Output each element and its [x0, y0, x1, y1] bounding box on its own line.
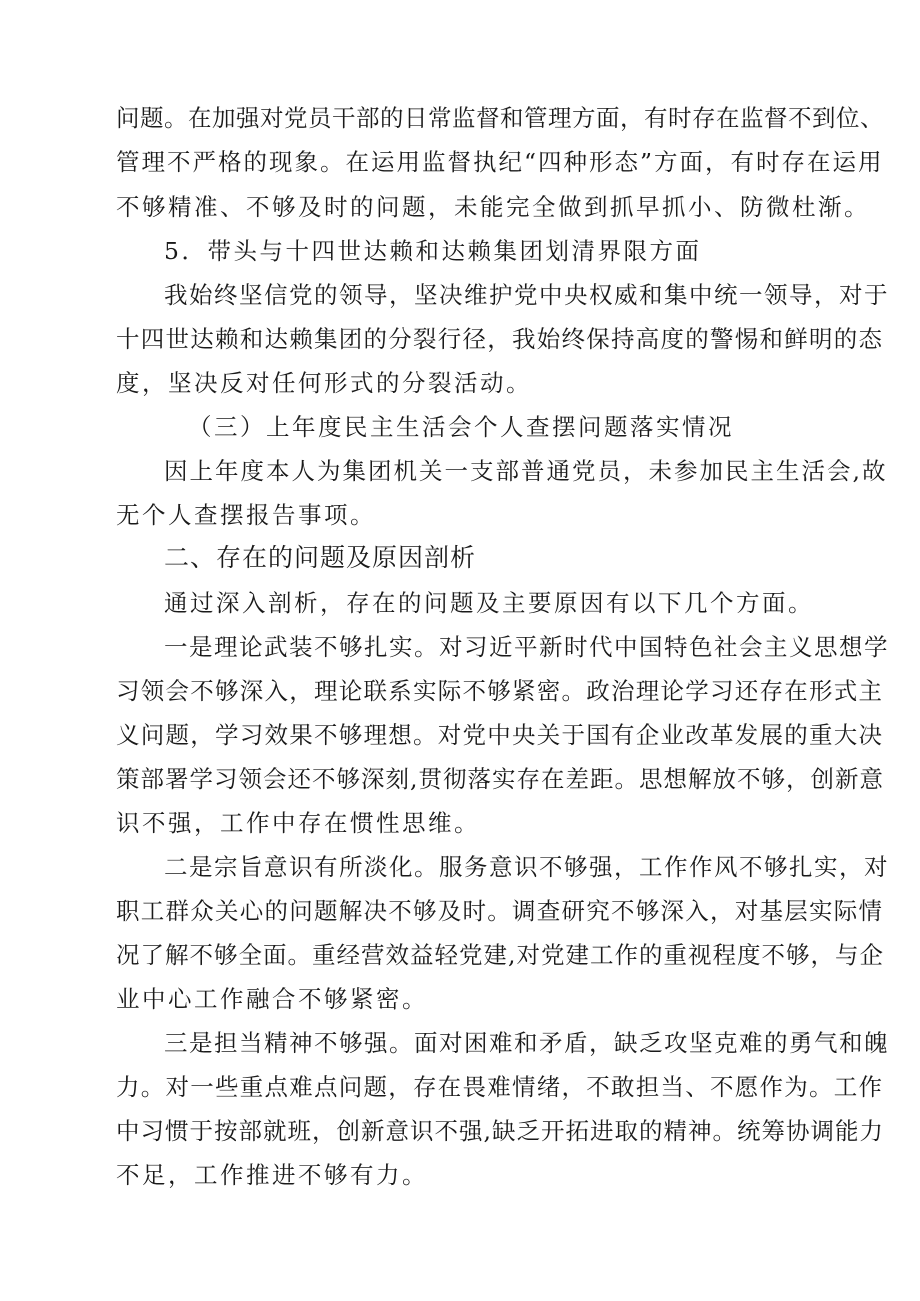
paragraph-line: 中习惯于按部就班，创新意识不强,缺乏开拓进取的精神。统筹协调能力	[116, 1117, 884, 1145]
paragraph-line: 况了解不够全面。重经营效益轻党建,对党建工作的重视程度不够，与企	[116, 941, 884, 969]
paragraph-line: 通过深入剖析，存在的问题及主要原因有以下几个方面。	[164, 589, 814, 617]
paragraph-line: 度，坚决反对任何形式的分裂活动。	[116, 369, 532, 397]
section-subheading: （三）上年度民主生活会个人查摆问题落实情况	[188, 413, 734, 441]
paragraph-line: 三是担当精神不够强。面对困难和矛盾，缺乏攻坚克难的勇气和魄	[164, 1029, 889, 1057]
paragraph-line: 识不强，工作中存在惯性思维。	[116, 809, 480, 837]
paragraph-line: 义问题，学习效果不够理想。对党中央关于国有企业改革发展的重大决	[116, 721, 884, 749]
section-heading: 二、存在的问题及原因剖析	[164, 543, 477, 572]
section-subheading: 5．带头与十四世达赖和达赖集团划清界限方面	[164, 237, 702, 265]
paragraph-line: 二是宗旨意识有所淡化。服务意识不够强，工作作风不够扎实，对	[164, 853, 889, 881]
paragraph-line: 我始终坚信党的领导，坚决维护党中央权威和集中统一领导，对于	[164, 281, 889, 309]
paragraph-line: 不足，工作推进不够有力。	[116, 1161, 428, 1189]
paragraph-line: 职工群众关心的问题解决不够及时。调查研究不够深入，对基层实际情	[116, 897, 884, 925]
paragraph-line: 因上年度本人为集团机关一支部普通党员，未参加民主生活会,故	[164, 457, 888, 485]
paragraph-line: 十四世达赖和达赖集团的分裂行径，我始终保持高度的警惕和鲜明的态	[116, 325, 884, 353]
paragraph-line: 问题。在加强对党员干部的日常监督和管理方面，有时存在监督不到位、	[116, 104, 884, 132]
paragraph-line: 业中心工作融合不够紧密。	[116, 985, 428, 1013]
paragraph-line: 无个人查摆报告事项。	[116, 501, 376, 529]
paragraph-line: 力。对一些重点难点问题，存在畏难情绪，不敢担当、不愿作为。工作	[116, 1073, 884, 1101]
paragraph-line: 策部署学习领会还不够深刻,贯彻落实存在差距。思想解放不够，创新意	[116, 765, 884, 793]
paragraph-line: 管理不严格的现象。在运用监督执纪“四种形态”方面，有时存在运用	[116, 148, 884, 176]
paragraph-line: 习领会不够深入，理论联系实际不够紧密。政治理论学习还存在形式主	[116, 677, 884, 705]
paragraph-line: 一是理论武装不够扎实。对习近平新时代中国特色社会主义思想学	[164, 633, 889, 661]
paragraph-line: 不够精准、不够及时的问题，未能完全做到抓早抓小、防微杜渐。	[116, 193, 870, 221]
